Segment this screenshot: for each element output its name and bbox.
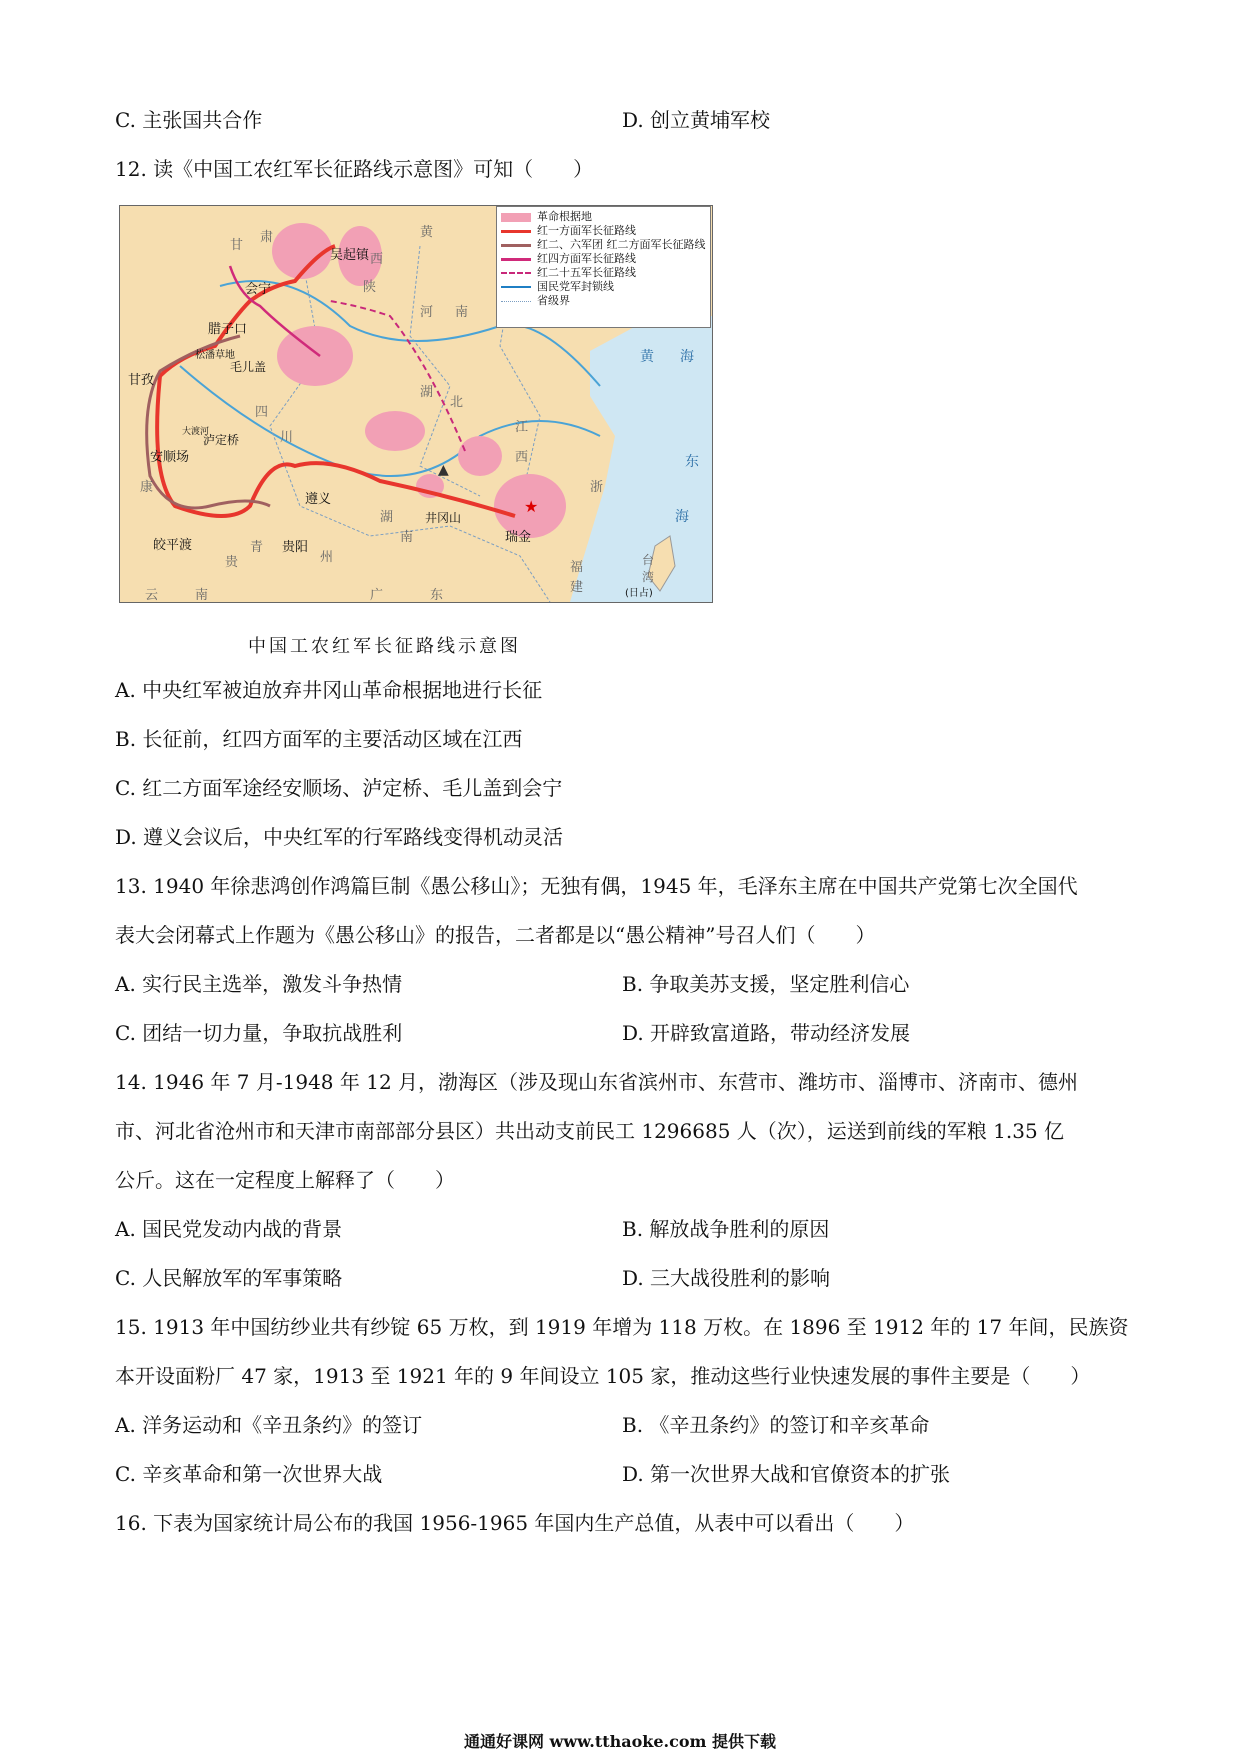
region-gui: 贵 <box>225 555 239 570</box>
legend-label-base: 革命根据地 <box>537 210 592 223</box>
q13-option-c: C. 团结一切力量，争取抗战胜利 <box>115 1021 403 1045</box>
legend-swatch-route25 <box>501 272 531 274</box>
q14-stem-line3: 公斤。这在一定程度上解释了（ ） <box>115 1168 455 1192</box>
legend-item-base <box>501 210 706 224</box>
sea-dong: 东 <box>685 454 699 470</box>
region-si: 四 <box>255 405 269 420</box>
legend-item-route1 <box>501 224 706 238</box>
q14-stem-line2: 市、河北省沧州市和天津市南部部分县区）共出动支前民工 1296685 人（次），运送到前线的军粮 1.35 亿 <box>115 1119 1065 1143</box>
sea-hai2: 海 <box>675 509 689 525</box>
q15-stem-line1: 15. 1913 年中国纺纱业共有纱锭 65 万枚，到 1919 年增为 118 万枚。在 1896 至 1912 年的 17 年间，民族资 <box>115 1315 1129 1339</box>
legend-label-border: 省级界 <box>537 294 570 307</box>
legend-item-route25 <box>501 266 706 280</box>
region-huang: 黄 <box>420 225 434 240</box>
q15-option-a: A. 洋务运动和《辛丑条约》的签订 <box>115 1413 423 1437</box>
region-tai: 台 <box>642 553 655 567</box>
q12-option-b: B. 长征前，红四方面军的主要活动区域在江西 <box>115 727 523 751</box>
region-jiang: 江 <box>515 420 529 435</box>
region-kang: 康 <box>140 480 154 495</box>
q14-option-a: A. 国民党发动内战的背景 <box>115 1217 343 1241</box>
ruijin-star: ★ <box>524 497 539 516</box>
legend-item-route4 <box>501 252 706 266</box>
base-chuanshan <box>277 326 353 386</box>
q12-option-d: D. 遵义会议后，中央红军的行军路线变得机动灵活 <box>115 825 564 849</box>
q14-option-d: D. 三大战役胜利的影响 <box>622 1266 831 1290</box>
region-nan2: 南 <box>400 530 414 545</box>
jinggangshan-marker: ▲ <box>438 462 449 478</box>
legend-label-route25: 红二十五军长征路线 <box>537 266 636 279</box>
region-nan3: 南 <box>195 588 209 603</box>
legend-label-route2b: 红二方面军长征路线 <box>606 238 706 251</box>
place-anshunchang: 安顺场 <box>150 450 190 465</box>
place-ruijin: 瑞金 <box>505 530 532 545</box>
q15-option-b: B. 《辛丑条约》的签订和辛亥革命 <box>622 1413 930 1437</box>
legend-label-route1: 红一方面军长征路线 <box>537 224 636 237</box>
place-ganzi: 甘孜 <box>128 373 155 388</box>
q14-option-b: B. 解放战争胜利的原因 <box>622 1217 830 1241</box>
place-guiyang: 贵阳 <box>282 540 309 555</box>
q13-stem-line1: 13. 1940 年徐悲鸿创作鸿篇巨制《愚公移山》；无独有偶，1945 年，毛泽东主席在中国共产党第七次全国代 <box>115 874 1078 898</box>
legend-item-route2 <box>501 238 706 252</box>
q13-option-a: A. 实行民主选举，激发斗争热情 <box>115 972 403 996</box>
region-xi-shaanxi: 西 <box>370 252 384 267</box>
q12-option-c: C. 红二方面军途经安顺场、泸定桥、毛儿盖到会宁 <box>115 776 563 800</box>
region-hu2: 湖 <box>380 510 394 525</box>
legend-swatch-base <box>501 213 531 222</box>
place-japanese-occupied: (日占) <box>625 588 653 599</box>
legend-swatch-route2 <box>501 244 531 247</box>
place-jinggangshan: 井冈山 <box>425 511 462 525</box>
region-su: 肃 <box>260 230 274 245</box>
q16-stem: 16. 下表为国家统计局公布的我国 1956-1965 年国内生产总值，从表中可以看出（ ） <box>115 1511 915 1535</box>
q14-option-c: C. 人民解放军的军事策略 <box>115 1266 343 1290</box>
q12-option-a: A. 中央红军被迫放弃井冈山革命根据地进行长征 <box>115 678 543 702</box>
legend-label-route2a: 红二、六军团 <box>537 238 603 251</box>
region-bei: 北 <box>450 395 464 410</box>
q11-option-d: D. 创立黄埔军校 <box>622 108 771 132</box>
legend-item-border <box>501 294 706 308</box>
red-first-army-route <box>157 246 515 516</box>
region-zhou: 州 <box>320 550 334 565</box>
region-guang: 广 <box>370 588 384 603</box>
place-daduhe: 大渡河 <box>182 427 210 437</box>
base-xiangexi <box>365 411 425 451</box>
region-fu: 福 <box>570 560 584 575</box>
place-wuqizhen: 吴起镇 <box>330 248 370 263</box>
long-march-map <box>119 205 713 603</box>
q11-option-c: C. 主张国共合作 <box>115 108 263 132</box>
region-gan: 甘 <box>230 238 244 253</box>
map-legend <box>496 206 711 328</box>
region-wan: 湾 <box>642 570 655 584</box>
place-zunyi: 遵义 <box>305 492 332 507</box>
region-shaan: 陕 <box>363 280 377 295</box>
region-hu: 湖 <box>420 385 434 400</box>
map-caption: 中国工农红军长征路线示意图 <box>248 636 521 657</box>
region-qing: 青 <box>250 540 264 555</box>
legend-item-blockade <box>501 280 706 294</box>
place-lazikou: 腊子口 <box>208 322 248 337</box>
region-he: 河 <box>420 305 434 320</box>
sea-huang: 黄 <box>640 349 654 365</box>
place-jiaopingdu: 皎平渡 <box>153 538 193 553</box>
place-huining: 会宁 <box>245 282 272 297</box>
legend-swatch-route4 <box>501 258 531 261</box>
legend-swatch-blockade <box>501 286 531 288</box>
legend-swatch-route1 <box>501 230 531 233</box>
q13-stem-line2: 表大会闭幕式上作题为《愚公移山》的报告，二者都是以“愚公精神”号召人们（ ） <box>115 923 876 947</box>
q15-option-d: D. 第一次世界大战和官僚资本的扩张 <box>622 1462 951 1486</box>
place-songpan: 松潘草地 <box>195 350 235 361</box>
q13-option-b: B. 争取美苏支援，坚定胜利信心 <box>622 972 910 996</box>
q15-option-c: C. 辛亥革命和第一次世界大战 <box>115 1462 383 1486</box>
region-xi-jiangxi: 西 <box>515 450 529 465</box>
region-dong: 东 <box>430 588 444 603</box>
region-nan: 南 <box>455 305 469 320</box>
legend-label-blockade: 国民党军封锁线 <box>537 280 614 293</box>
legend-swatch-border <box>501 301 531 302</box>
q12-stem: 12. 读《中国工农红军长征路线示意图》可知（ ） <box>115 157 594 181</box>
region-jian: 建 <box>570 580 584 595</box>
page-footer: 通通好课网 www.tthaoke.com 提供下载 <box>463 1732 777 1751</box>
base-xiangeganbei <box>458 436 502 476</box>
legend-label-route4: 红四方面军长征路线 <box>537 252 636 265</box>
region-chuan: 川 <box>280 430 294 445</box>
q15-stem-line2: 本开设面粉厂 47 家，1913 至 1921 年的 9 年间设立 105 家，推动这些行业快速发展的事件主要是（ ） <box>115 1364 1091 1388</box>
q13-option-d: D. 开辟致富道路，带动经济发展 <box>622 1021 911 1045</box>
region-yun: 云 <box>145 588 159 603</box>
place-ludingqiao: 泸定桥 <box>203 433 240 447</box>
q14-stem-line1: 14. 1946 年 7 月-1948 年 12 月，渤海区（涉及现山东省滨州市、东营市、潍坊市、淄博市、济南市、德州 <box>115 1070 1079 1094</box>
sea-hai1: 海 <box>680 349 694 365</box>
place-maoergai: 毛儿盖 <box>230 360 267 374</box>
region-zhe: 浙 <box>590 480 604 495</box>
